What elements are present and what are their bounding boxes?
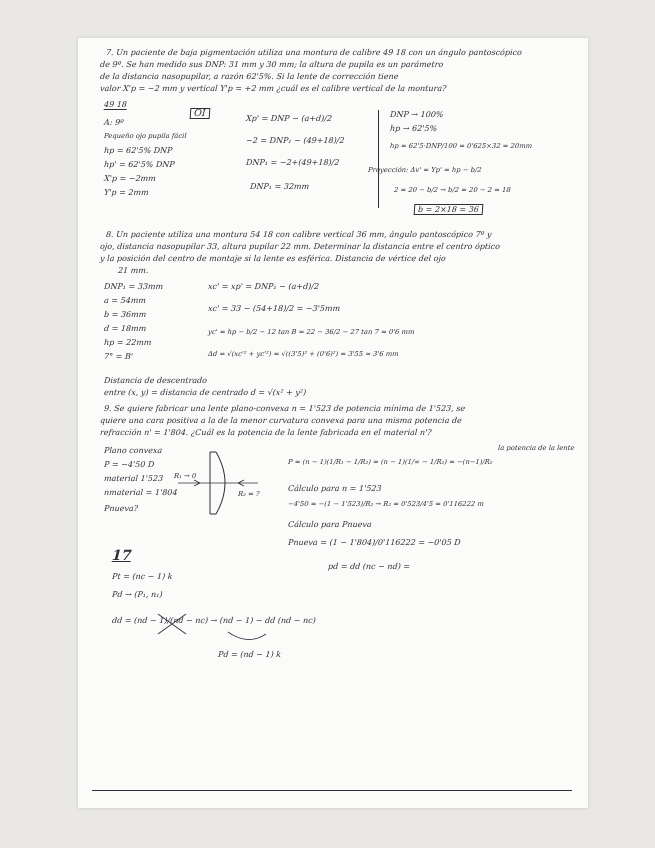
p17-line-0: Pt = (nc − 1) k (111, 572, 173, 581)
problem-8-line-1: 8. Un paciente utiliza una montura 54 18 con calibre vertical 36 mm, ángulo pantoscópico 7º y (105, 230, 492, 239)
problem-7-calibre: 49 18 (103, 100, 128, 109)
p7-right-1: hp → 62'5% (389, 124, 438, 133)
p8-note-0: Distancia de descentrado (103, 376, 208, 385)
lens-label-r2: R₂ = ? (237, 490, 260, 498)
p7-answer-box: b = 2×18 = 36 (414, 204, 484, 215)
p7-mid-2: DNP₁ = −2+(49+18)/2 (245, 158, 340, 167)
problem-17-cross-marks (78, 38, 588, 808)
p9-calc: −4'50 = −(1 − 1'523)/R₂ → R₂ = 0'523/4'5 = 0'116222 m (287, 500, 485, 508)
problem-8-line-3: y la posición del centro de montaje si la lente es esférica. Distancia de vértice del ojo (99, 254, 447, 263)
p9-data-2: material 1'523 (103, 474, 164, 483)
p8-eq-1: xc' = 33 − (54+18)/2 = −3'5mm (207, 304, 341, 313)
p17-line-1: Pd → (P₁, n₁) (111, 590, 163, 599)
p9-formula-note: la potencia de la lente (497, 444, 575, 452)
p7-right-3: Proyección: Δv' = Yp' = hp − b/2 (367, 166, 482, 174)
p17-side: pd = dd (nc − nd) = (327, 562, 411, 571)
problem-9-line-1: 9. Se quiere fabricar una lente plano-convexa n = 1'523 de potencia mínima de 1'523, se (103, 404, 466, 413)
p8-data-5: 7° = B' (103, 352, 134, 361)
problem-7-line-4: valor X'p = −2 mm y vertical Y'p = +2 mm ¿cuál es el calibre vertical de la montura? (99, 84, 447, 93)
p7-right-0: DNP → 100% (389, 110, 444, 119)
p8-eq-0: xc' = xp' = DNP₁ − (a+d)/2 (207, 282, 320, 291)
problem-7-line-3: de la distancia nasopupilar, a razón 62'5%. Si la lente de corrección tiene (99, 72, 399, 81)
problem-7-eye-label: OI (190, 108, 210, 119)
p7-data-5: Y'p = 2mm (103, 188, 149, 197)
lens-label-r1: R₁ → 0 (173, 472, 197, 480)
p7-data-4: X'p = −2mm (103, 174, 157, 183)
problem-17-number: 17 (111, 548, 133, 564)
problem-7-line-2: de 9º. Se han medido sus DNP: 31 mm y 30 mm; la altura de pupila es un parámetro (99, 60, 444, 69)
p7-mid-0: Xp' = DNP − (a+d)/2 (245, 114, 333, 123)
p7-right-4: 2 = 20 − b/2 → b/2 = 20 − 2 = 18 (393, 186, 511, 194)
p8-data-0: DNP₁ = 33mm (103, 282, 164, 291)
p7-data-1: Pequeño ojo pupila fácil (103, 132, 187, 140)
p8-eq-2: yc' = hp − b/2 − 12 tan B = 22 − 36/2 − 27 tan 7 = 0'6 mm (207, 328, 415, 336)
handwritten-notes-page (78, 38, 588, 808)
p8-data-4: hp = 22mm (103, 338, 152, 347)
p7-data-3: hp' = 62'5% DNP (103, 160, 175, 169)
problem-7-line-1: 7. Un paciente de baja pigmentación utiliza una montura de calibre 49 18 con un ángulo pantoscópico (105, 48, 523, 57)
p9-data-4: Pnueva? (103, 504, 139, 513)
p7-right-2: hp = 62'5·DNP/100 = 0'625×32 = 20mm (389, 142, 533, 150)
p8-data-1: a = 54mm (103, 296, 147, 305)
p8-eq-3: Δd = √(xc'² + yc'²) = √((3'5)² + (0'6)²) = 3'55 ≈ 3'6 mm (207, 350, 399, 358)
p9-calc2-label: Cálculo para Pnueva (287, 520, 373, 529)
p9-data-1: P = −4'50 D (103, 460, 155, 469)
p7-mid-3: DNP₁ = 32mm (249, 182, 310, 191)
problem-9-line-3: refracción n' = 1'804. ¿Cuál es la potencia de la lente fabricada en el material n'? (99, 428, 432, 437)
p7-mid-1: −2 = DNP₁ − (49+18)/2 (245, 136, 345, 145)
p7-data-0: A: 9º (103, 118, 125, 127)
p9-formula: P = (n − 1)(1/R₁ − 1/R₂) = (n − 1)(1/∞ − 1/R₂) = −(n−1)/R₂ (287, 458, 493, 466)
p17-line-2: dd = (nd − 1)/(nd − nc) → (nd − 1) − dd (nd − nc) (111, 616, 317, 625)
problem-8-line-2: ojo, distancia nasopupilar 33, altura pupilar 22 mm. Determinar la distancia entre el centro óptico (99, 242, 501, 251)
p7-data-2: hp = 62'5% DNP (103, 146, 173, 155)
p9-calc-label: Cálculo para n = 1'523 (287, 484, 382, 493)
page-bottom-edge (92, 790, 572, 791)
problem-8-line-4: 21 mm. (117, 266, 149, 275)
problem-9-line-2: quiere una cara positiva a la de la menor curvatura convexa para una misma potencia de (99, 416, 463, 425)
p8-data-2: b = 36mm (103, 310, 147, 319)
p8-note-1: entre (x, y) = distancia de centrado d = √(x² + y²) (103, 388, 307, 397)
p8-data-3: d = 18mm (103, 324, 147, 333)
p17-line-3: Pd = (nd − 1) k (217, 650, 282, 659)
p9-calc2: Pnueva = (1 − 1'804)/0'116222 = −0'05 D (287, 538, 461, 547)
p9-data-3: nmaterial = 1'804 (103, 488, 178, 497)
p9-data-0: Plano convexa (103, 446, 163, 455)
